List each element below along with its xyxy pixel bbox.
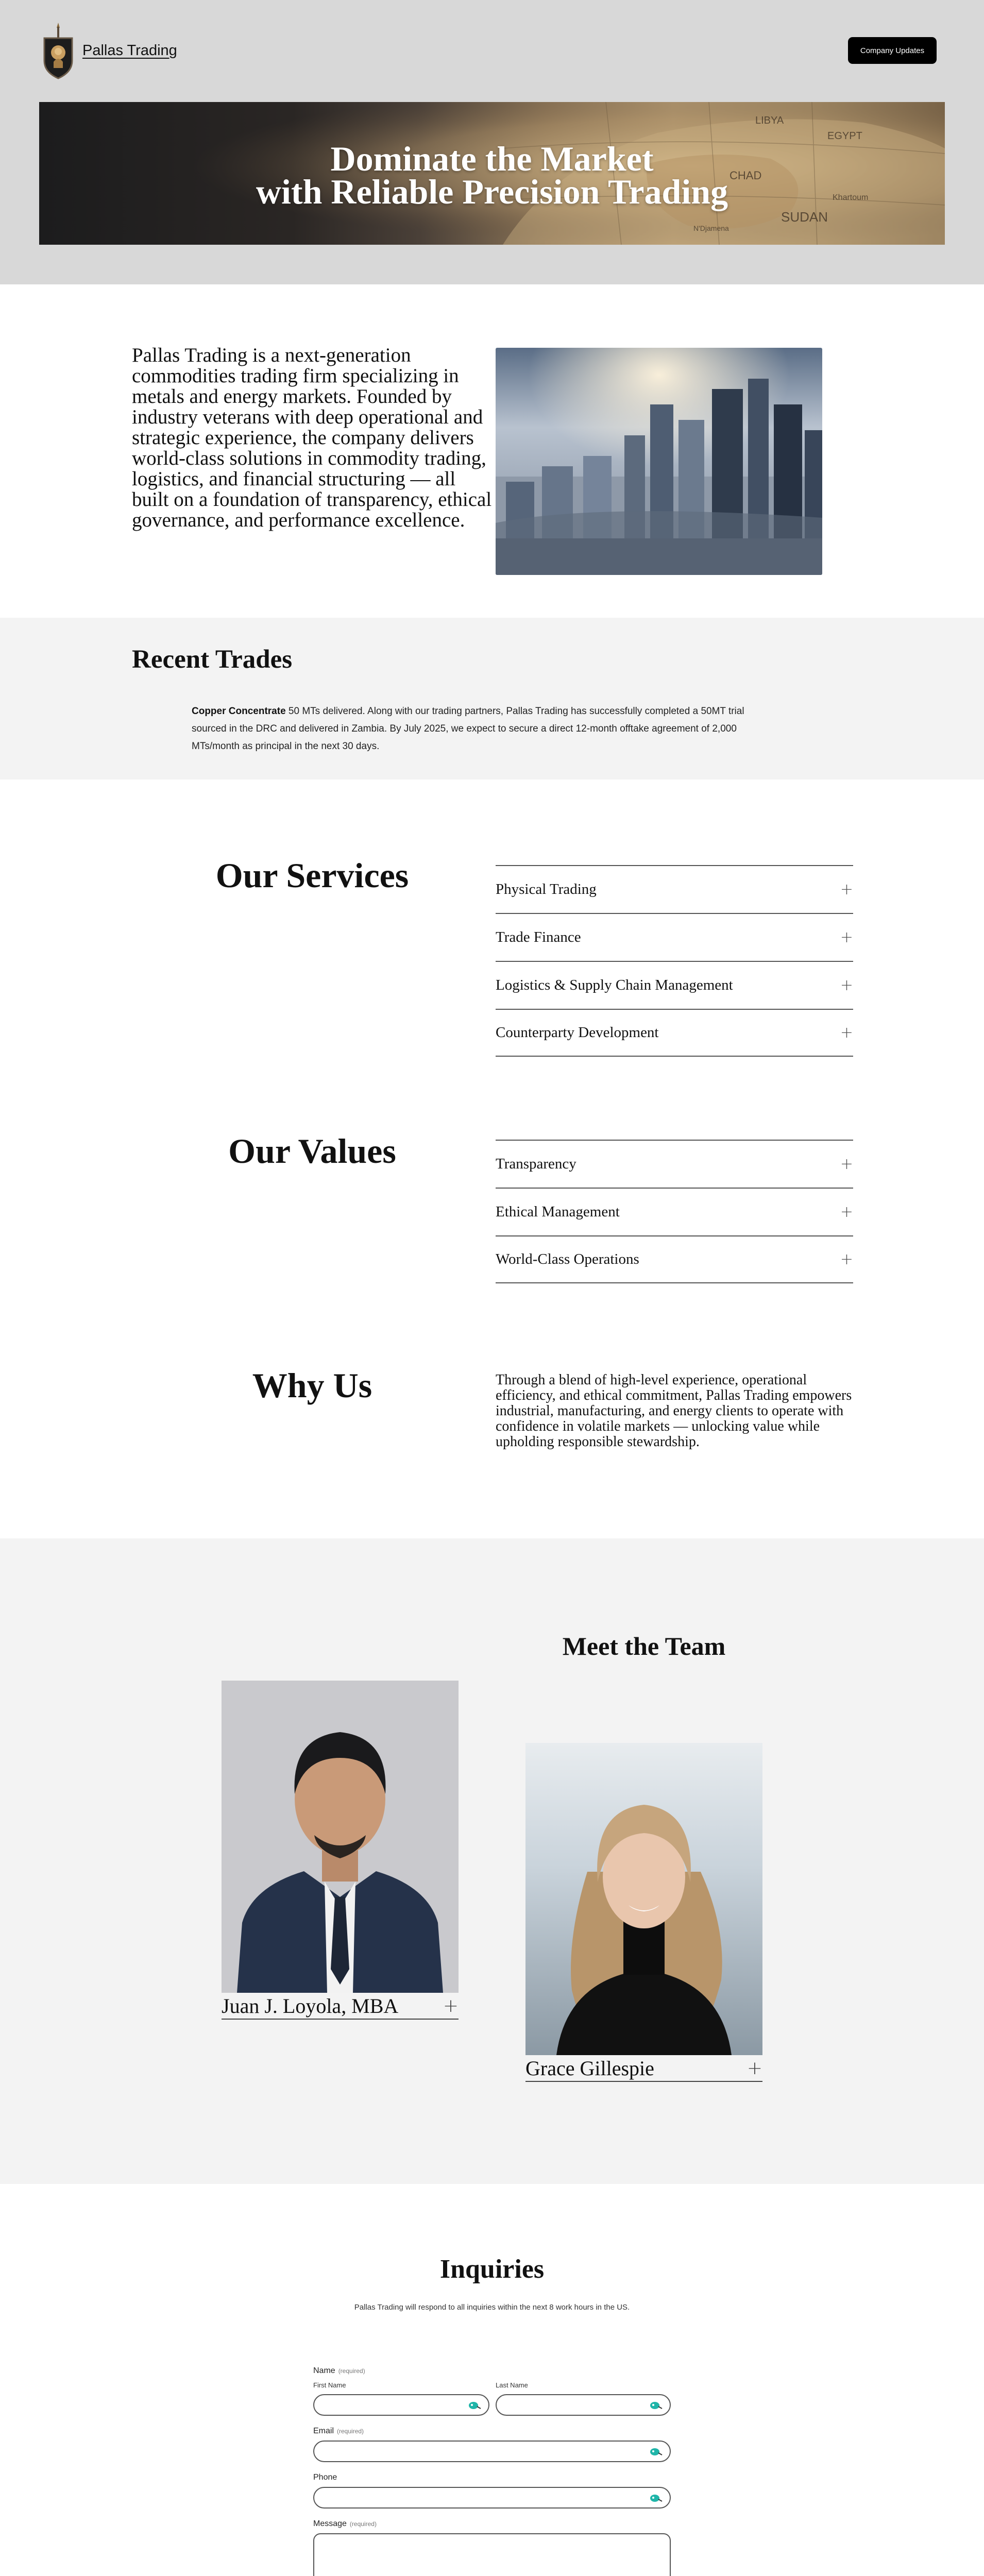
accordion-label: Logistics & Supply Chain Management bbox=[496, 977, 733, 993]
autofill-icon bbox=[649, 2447, 663, 2456]
value-transparency[interactable] bbox=[496, 1140, 853, 1188]
value-ethical-management[interactable] bbox=[496, 1188, 853, 1235]
member-photo bbox=[525, 1743, 762, 2055]
about-paragraph: Pallas Trading is a next-generation commodities trading firm specializing in metals and energy markets. Founded by industry veterans with deep operational and strategic experience, the company delivers world-class solutions in commodity trading, logistics, and financial structuring — all built on a foundation of transparency, ethical governance, and performance excellence. bbox=[132, 344, 492, 531]
team-title: Meet the Team bbox=[562, 1632, 726, 1660]
plus-icon[interactable]: + bbox=[443, 1995, 459, 2016]
values-accordion bbox=[496, 1140, 853, 1283]
why-us-paragraph: Through a blend of high-level experience, operational efficiency, and ethical commitment, Pallas Trading empowers industrial, manufacturing, and energy clients to operate with confidence in volatile markets — unlocking value while upholding responsible stewardship. bbox=[496, 1372, 852, 1450]
recent-trades-title: Recent Trades bbox=[132, 645, 293, 674]
svg-text:N'Djamena: N'Djamena bbox=[693, 224, 729, 232]
team-section bbox=[0, 1538, 984, 2184]
plus-icon[interactable]: + bbox=[747, 2057, 762, 2079]
company-updates-button[interactable]: Company Updates bbox=[848, 37, 937, 64]
accordion-label: World-Class Operations bbox=[496, 1251, 639, 1267]
hero-banner bbox=[39, 102, 945, 245]
team-member-card[interactable] bbox=[222, 1681, 459, 2020]
plus-icon: + bbox=[840, 880, 853, 899]
service-physical-trading[interactable] bbox=[496, 865, 853, 913]
trade-description: 50 MTs delivered. Along with our trading partners, Pallas Trading has successfully completed a 50MT trial sourced in the DRC and delivered in Zambia. By July 2025, we expect to secure a direct 12-month offtake agreement of 2,000 MTs/month as principal in the next 30 days. bbox=[192, 706, 744, 752]
member-name-bar bbox=[222, 1993, 459, 2020]
site-logo[interactable] bbox=[41, 21, 177, 80]
brand-name[interactable]: Pallas Trading bbox=[82, 42, 177, 59]
last-name-label: Last Name bbox=[496, 2381, 528, 2389]
plus-icon: + bbox=[840, 928, 853, 946]
svg-text:CHAD: CHAD bbox=[729, 169, 762, 182]
svg-text:SUDAN: SUDAN bbox=[781, 209, 828, 225]
plus-icon: + bbox=[840, 1024, 853, 1042]
recent-trades-body bbox=[192, 703, 777, 755]
plus-icon: + bbox=[840, 1203, 853, 1221]
plus-icon: + bbox=[840, 976, 853, 994]
message-label: Message (required) bbox=[313, 2519, 377, 2528]
city-skyline-image bbox=[496, 348, 822, 575]
hero-headline bbox=[39, 139, 945, 211]
accordion-label: Ethical Management bbox=[496, 1204, 620, 1220]
values-title: Our Values bbox=[228, 1131, 396, 1171]
inquiries-subtitle: Pallas Trading will respond to all inquiries within the next 8 work hours in the US. bbox=[354, 2303, 630, 2312]
svg-text:Khartoum: Khartoum bbox=[833, 193, 869, 202]
phone-label: Phone bbox=[313, 2473, 337, 2482]
services-title: Our Services bbox=[215, 856, 409, 895]
autofill-icon bbox=[649, 2493, 663, 2502]
svg-text:EGYPT: EGYPT bbox=[827, 130, 862, 142]
site-header bbox=[0, 0, 984, 284]
message-textarea[interactable] bbox=[313, 2533, 671, 2576]
service-counterparty-development[interactable] bbox=[496, 1009, 853, 1057]
accordion-label: Physical Trading bbox=[496, 881, 597, 897]
email-input[interactable] bbox=[313, 2441, 671, 2462]
email-label: Email (required) bbox=[313, 2427, 364, 2435]
plus-icon: + bbox=[840, 1155, 853, 1173]
last-name-input[interactable] bbox=[496, 2394, 671, 2416]
name-label: Name (required) bbox=[313, 2366, 365, 2375]
pallas-shield-logo-icon bbox=[41, 21, 75, 80]
hero-headline-line-1: Dominate the Market bbox=[330, 139, 654, 178]
service-logistics[interactable] bbox=[496, 961, 853, 1009]
services-accordion bbox=[496, 865, 853, 1057]
member-name-bar bbox=[525, 2055, 762, 2082]
inquiries-title: Inquiries bbox=[439, 2255, 545, 2284]
accordion-label: Transparency bbox=[496, 1156, 576, 1172]
accordion-label: Counterparty Development bbox=[496, 1024, 659, 1041]
team-member-card[interactable] bbox=[525, 1743, 762, 2082]
first-name-label: First Name bbox=[313, 2381, 346, 2389]
member-name: Grace Gillespie bbox=[525, 2056, 654, 2080]
autofill-icon bbox=[649, 2400, 663, 2410]
plus-icon: + bbox=[840, 1250, 853, 1268]
hero-headline-line-2: with Reliable Precision Trading bbox=[256, 172, 728, 211]
svg-text:LIBYA: LIBYA bbox=[755, 115, 784, 126]
value-world-class-operations[interactable] bbox=[496, 1235, 853, 1283]
member-name: Juan J. Loyola, MBA bbox=[222, 1994, 399, 2018]
first-name-input[interactable] bbox=[313, 2394, 489, 2416]
phone-input[interactable] bbox=[313, 2487, 671, 2509]
why-us-title: Why Us bbox=[252, 1366, 372, 1405]
accordion-label: Trade Finance bbox=[496, 929, 581, 945]
member-photo bbox=[222, 1681, 459, 1993]
service-trade-finance[interactable] bbox=[496, 913, 853, 961]
trade-commodity: Copper Concentrate bbox=[192, 706, 286, 717]
recent-trades-section bbox=[0, 618, 984, 779]
autofill-icon bbox=[468, 2400, 481, 2410]
